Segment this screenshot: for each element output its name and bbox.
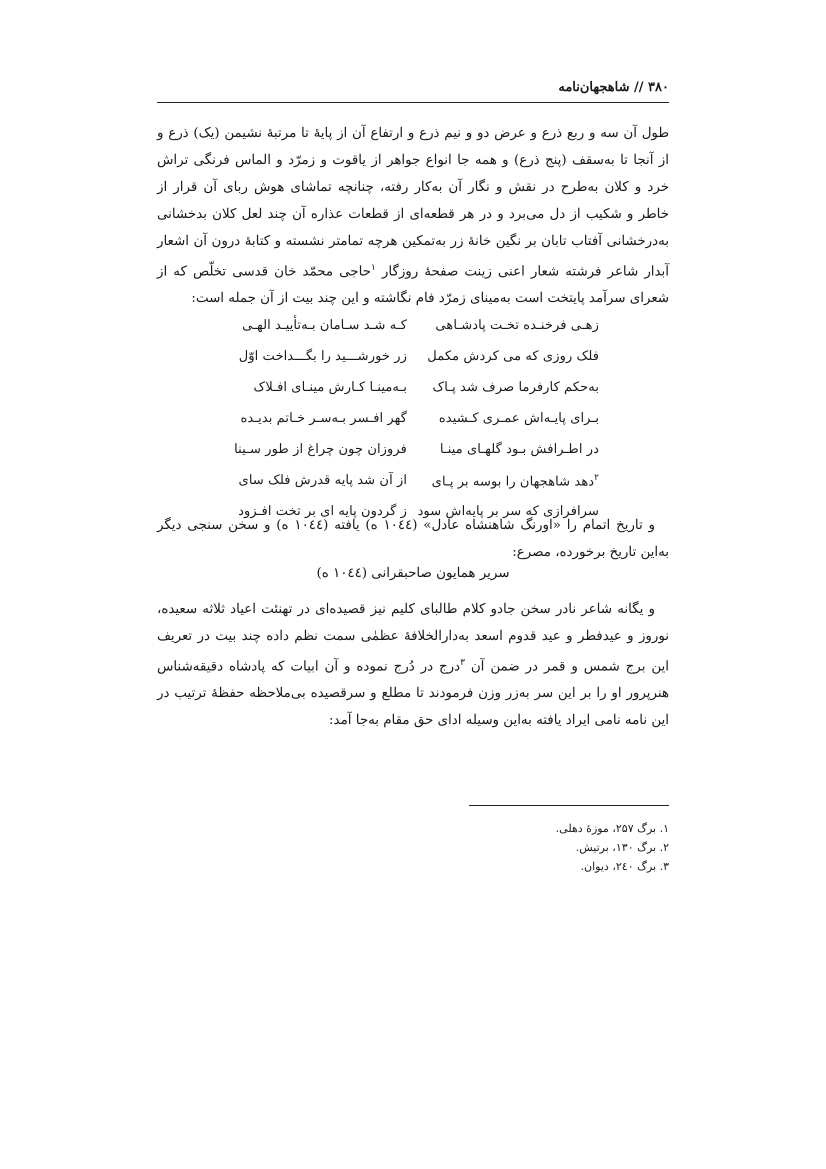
footnote-mark-2: ۲ xyxy=(594,473,599,483)
verse-left-hemistich: کـه شـد سـامان بـه‌تأییـد الهـی xyxy=(242,318,407,333)
centered-hemistich: سریر همایون صاحبقرانی (۱۰٤٤ ه) xyxy=(316,566,510,581)
verse-left-hemistich: ز گردون پایه ای بر تخت افـزود xyxy=(238,504,407,519)
paragraph-3-rest: درج در دُرج نموده و آن ابیات که پادشاه دقیقه‌شناس هنرپرور او را بر این سر به‌زر وزن فرمودند تا مطلع و سرقصیده بی‌ملاحظه حفظهٔ ترتیب در این نامه نامی ایراد یافته به‌این وسیله ادای حق مقام به‌جا آمد: xyxy=(157,659,669,729)
verse-left-hemistich: بـه‌مینـا کـارش مینـای افـلاک xyxy=(253,380,407,395)
poem-verses xyxy=(157,318,669,535)
verse-left-hemistich: زر خورشـــید را بگـــداخت اوّل xyxy=(238,349,407,364)
paragraph-1-rest: حاجی محمّد خان قدسی تخلّص که از شعرای سرآمد پایتخت است به‌مینای زمرّد فام نگاشته و این چند بیت از آن جمله است: xyxy=(157,264,669,307)
paragraph-2-text: و تاریخ اتمام را «اورنگ شاهنشاه عادل» (۱۰٤٤ ه) یافته (۱۰٤٤ ه) و سخن سنجی دیگر به‌این تاریخ برخورده، مصرع: xyxy=(157,518,669,560)
verse-left-hemistich: گهر افـسر بـه‌سـر خـاتم بدیـده xyxy=(240,411,407,426)
verse-line xyxy=(157,318,669,349)
verse-right-hemistich: زهـی فرخنـده تخـت پادشـاهی xyxy=(435,318,599,333)
page-header-title: ۳۸۰ // شاهجهان‌نامه xyxy=(558,80,669,95)
paragraph-2 xyxy=(157,512,669,566)
paragraph-1 xyxy=(157,120,669,312)
verse-left-hemistich: فروزان چون چراغ از طور سـینا xyxy=(234,442,407,457)
footnote-divider xyxy=(469,805,669,806)
footnote: ۳. برگ ۲٤۰، دیوان. xyxy=(580,860,669,873)
verse-right-hemistich: به‌حکم کارفرما صرف شد پـاک xyxy=(432,380,599,395)
verse-right-hemistich: در اطـرافش بـود گلهـای مینـا xyxy=(439,442,599,457)
verse-line xyxy=(157,349,669,380)
verse-line xyxy=(157,473,669,504)
verse-line xyxy=(157,411,669,442)
verse-line xyxy=(157,442,669,473)
verse-left-hemistich: از آن شد پایه قدرش فلک سای xyxy=(238,473,407,488)
paragraph-1-text: طول آن سه و ربع ذرع و عرض دو و نیم ذرع و ارتفاع آن از پایهٔ تا مرتبهٔ نشیمن (یک) ذرع و از آنجا تا به‌سقف (پنج ذرع) و همه جا انواع جواهر از یاقوت و زمرّد و الماس فرنگی تراش خرد و کلان به‌طرح در نقش و نگار آن به‌کار رفته، چنانچه تماشای هوش ربای آن قرار از خاطر و شکیب از دل می‌برد و در هر قطعه‌ای از قطعات عذاره آن چند لعل کلان بدخشانی به‌درخشانی آفتاب تابان بر نگین خانهٔ زر به‌تمکین هرچه تمامتر نشسته و کتابهٔ درون آن اشعار آبدار شاعر فرشته شعار اعنی زینت صفحهٔ روزگار xyxy=(157,126,669,280)
footnote-mark-3: ۳ xyxy=(460,658,465,668)
footnotes xyxy=(157,822,669,879)
footnote: ۱. برگ ۲۵۷، موزهٔ دهلی. xyxy=(555,822,669,835)
paragraph-3-text: و یگانه شاعر نادر سخن جادو کلام طالبای کلیم نیز قصیده‌ای در تهنئت اعیاد ثلاثه سعیده، نوروز و عیدفطر و عید قدوم اسعد به‌دارالخلافهٔ عظمٰی سمت نظم داده چند بیت در تعریف این برج شمس و قمر در ضمن آن xyxy=(157,602,669,675)
verse-right-hemistich: فلک روزی که می کردش مکمل xyxy=(427,349,599,364)
footnote: ۲. برگ ۱۳۰، برتیش. xyxy=(575,841,669,854)
verse-right-hemistich: بـرای پایـه‌اش عمـری کـشیده xyxy=(438,411,599,426)
verse-line xyxy=(157,380,669,411)
verse-right-hemistich: سرافرازی که سر بر پایه‌اش سود xyxy=(417,504,599,519)
paragraph-3 xyxy=(157,596,669,734)
verse-right-hemistich: $^۲$دهد شاهجهان را بوسه بر پـای xyxy=(431,473,599,490)
running-header xyxy=(157,78,669,103)
footnote-mark-1: ۱ xyxy=(370,263,376,273)
